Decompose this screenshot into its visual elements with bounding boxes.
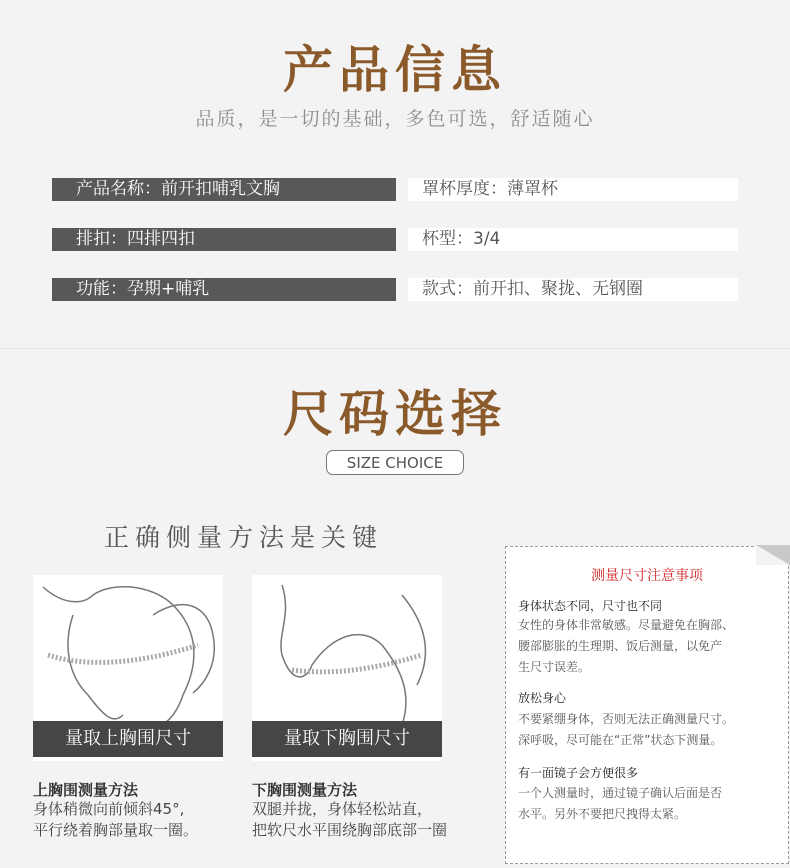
spec-right-2: 杯型：3/4 [408, 228, 738, 251]
note-text-3-2: 水平。另外不要把尺拽得太紧。 [518, 807, 687, 821]
note-heading-3: 有一面镜子会方便很多 [518, 766, 639, 780]
upper-bust-method-title: 上胸围测量方法 [33, 781, 139, 799]
product-info-title: 产品信息 [283, 41, 507, 99]
note-text-2-1: 不要紧绷身体，否则无法正确测量尺寸。 [518, 712, 735, 726]
note-heading-2: 放松身心 [518, 691, 567, 705]
size-choice-badge: SIZE CHOICE [326, 450, 464, 475]
under-bust-card [252, 575, 442, 761]
section-divider [0, 348, 790, 349]
upper-bust-desc-1: 身体稍微向前倾斜45°, [33, 800, 185, 818]
under-bust-desc-1: 双腿并拢，身体轻松站直， [252, 800, 433, 818]
page-fold-corner [756, 545, 790, 565]
notes-title: 测量尺寸注意事项 [591, 568, 703, 584]
note-text-1-1: 女性的身体非常敏感。尽量避免在胸部、 [518, 618, 735, 632]
upper-bust-caption: 量取上胸围尺寸 [33, 721, 223, 757]
note-text-3-1: 一个人测量时，通过镜子确认后面是否 [518, 786, 723, 800]
upper-bust-desc-2: 平行绕着胸部量取一圈。 [33, 821, 199, 839]
spec-left-1: 产品名称：前开扣哺乳文胸 [52, 178, 396, 201]
method-title: 正确侧量方法是关键 [104, 523, 384, 552]
spec-left-2: 排扣：四排四扣 [52, 228, 396, 251]
spec-right-1: 罩杯厚度：薄罩杯 [408, 178, 738, 201]
under-bust-method-title: 下胸围测量方法 [252, 781, 358, 799]
spec-right-3: 款式：前开扣、聚拢、无钢圈 [408, 278, 738, 301]
product-info-subtitle: 品质，是一切的基础，多色可选，舒适随心 [195, 108, 595, 130]
spec-left-3: 功能：孕期+哺乳 [52, 278, 396, 301]
under-bust-caption: 量取下胸围尺寸 [252, 721, 442, 757]
upper-bust-card [33, 575, 223, 761]
measurement-notes-panel [505, 546, 789, 864]
under-bust-desc-2: 把软尺水平围绕胸部底部一圈 [252, 821, 448, 839]
note-text-1-3: 生尺寸误差。 [518, 660, 591, 674]
note-text-2-2: 深呼吸，尽可能在“正常”状态下测量。 [518, 733, 723, 747]
note-text-1-2: 腰部膨胀的生理期、饭后测量，以免产 [518, 639, 723, 653]
note-heading-1: 身体状态不同，尺寸也不同 [518, 599, 663, 613]
size-choice-title: 尺码选择 [283, 385, 507, 443]
